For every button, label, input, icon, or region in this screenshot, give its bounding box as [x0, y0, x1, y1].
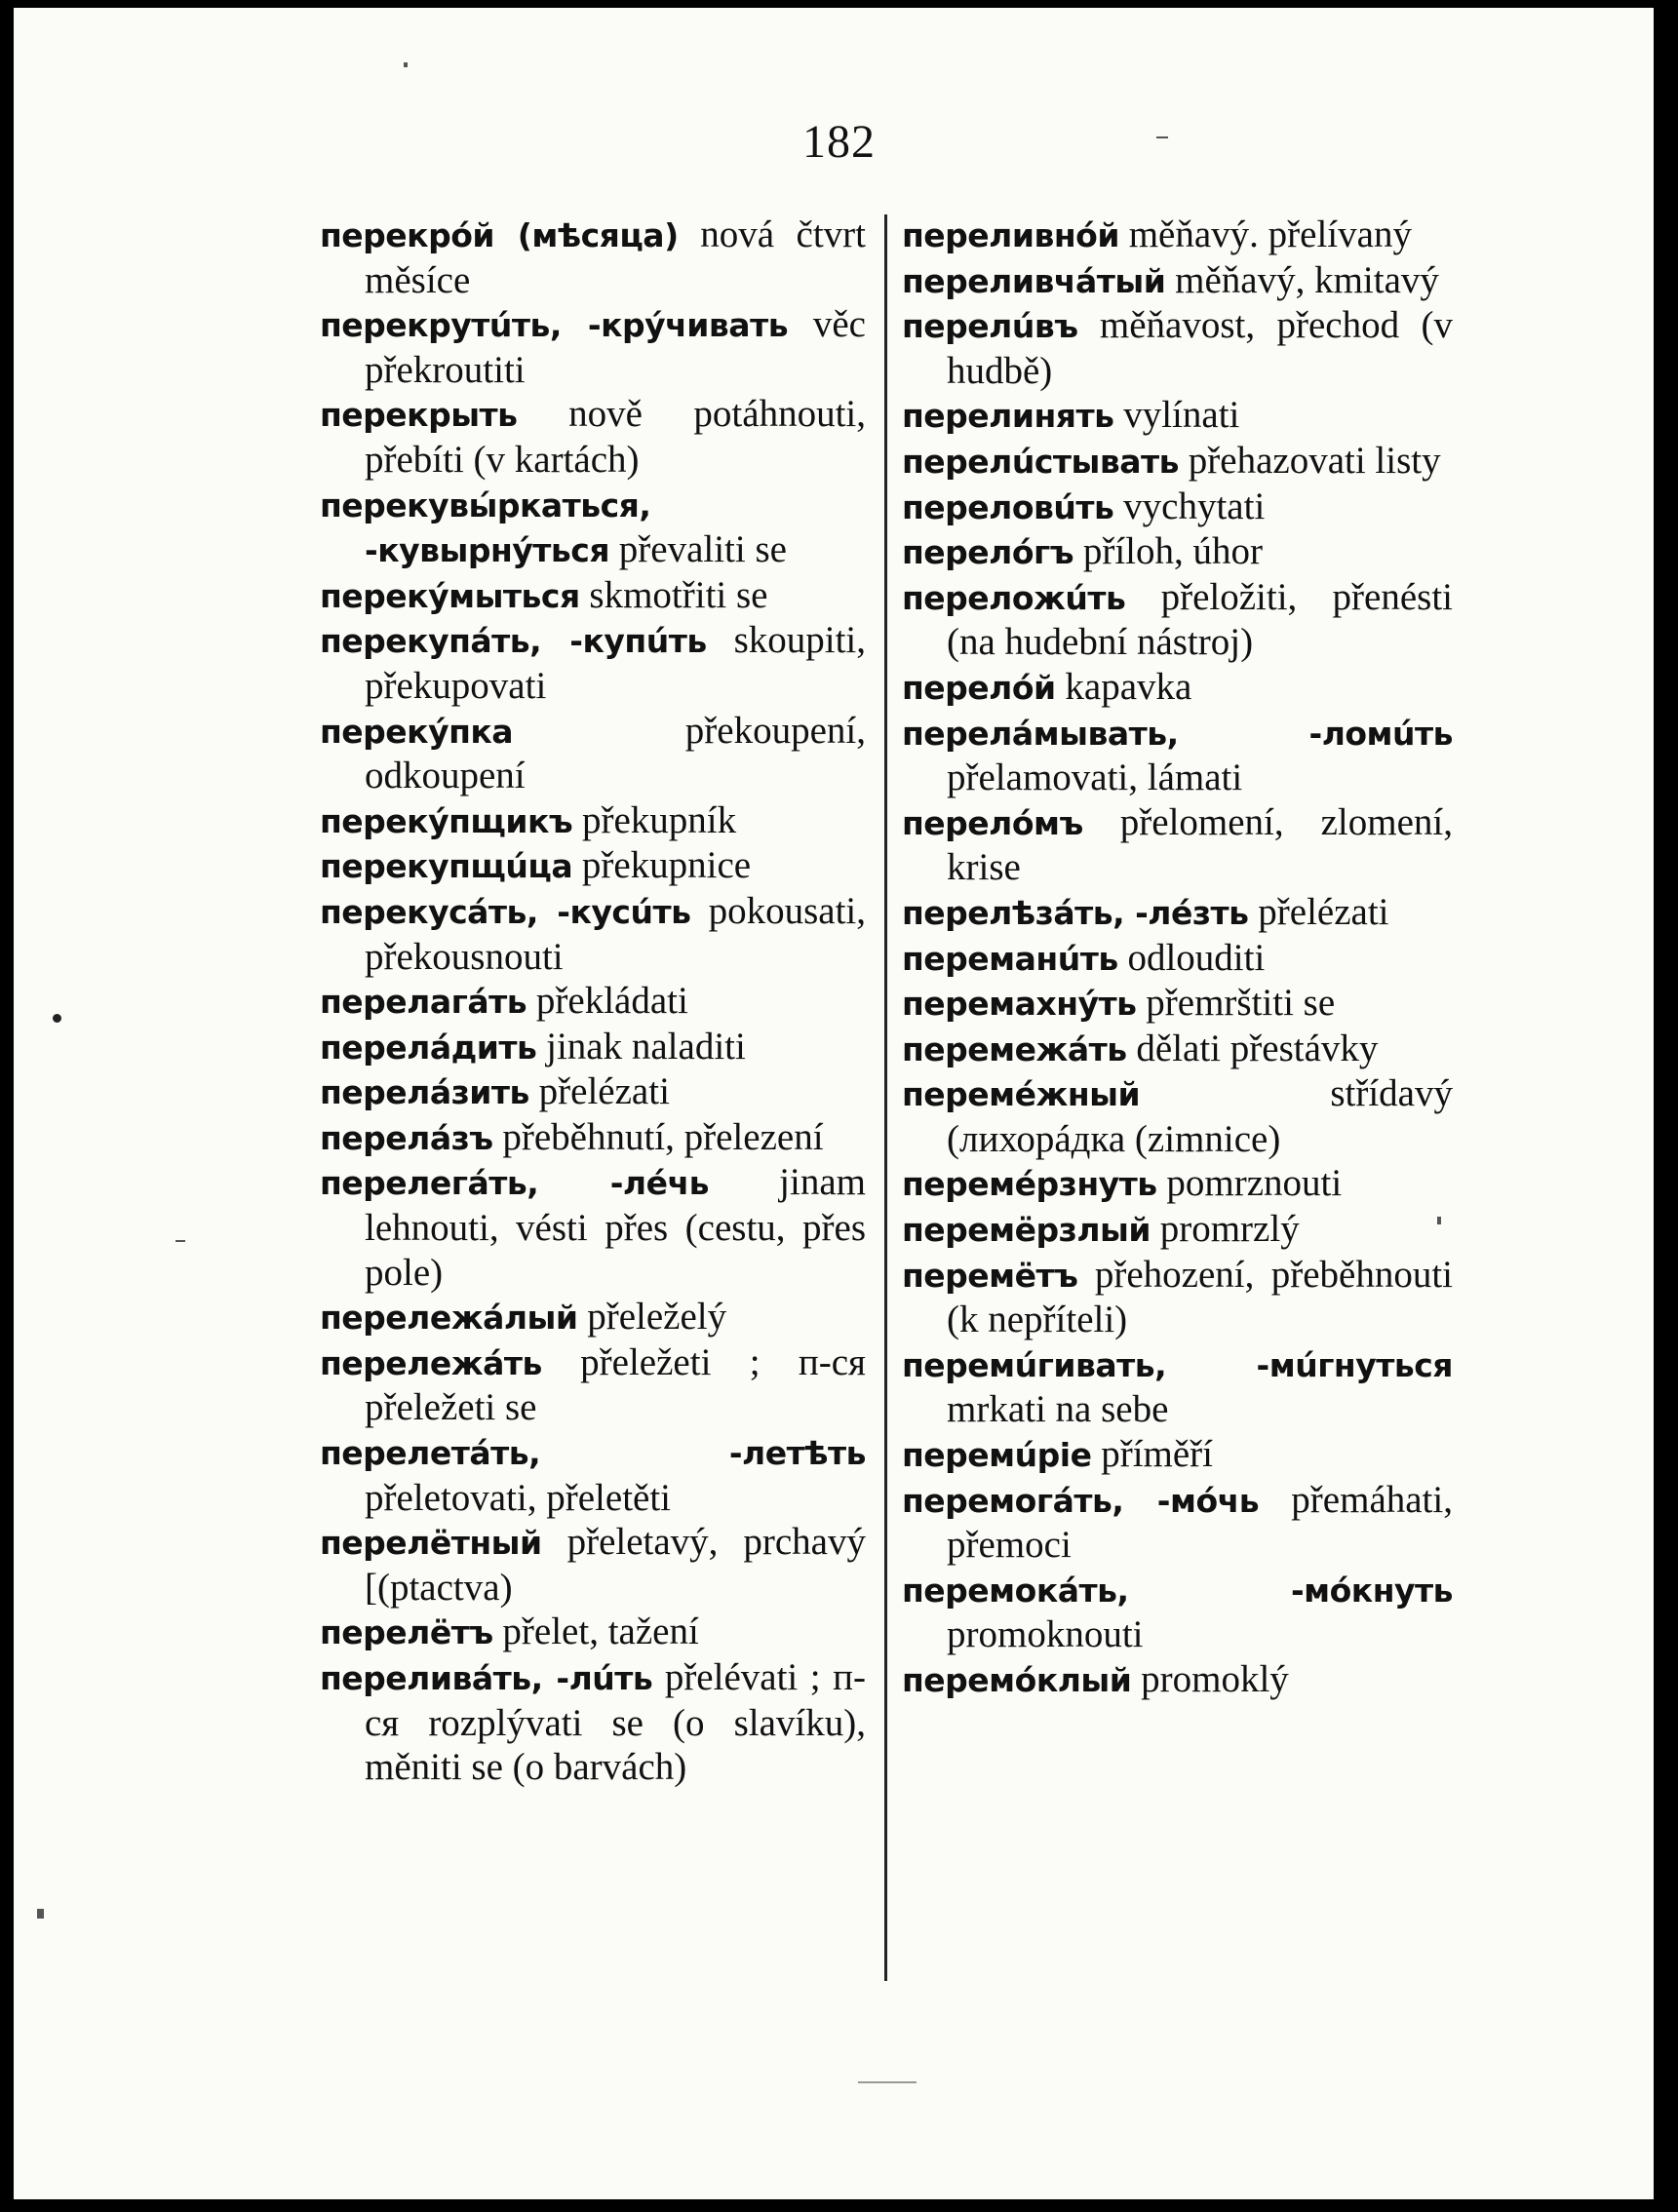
- dictionary-entry: [320, 843, 866, 889]
- entry-headword: перекýпка: [320, 712, 514, 751]
- dictionary-entry: [902, 1207, 1453, 1253]
- entry-gloss: vychytati: [1113, 485, 1266, 527]
- entry-headword: перемúгивать, -мúгнуться: [902, 1345, 1453, 1384]
- dictionary-entry: [320, 1655, 866, 1790]
- dictionary-entry: [320, 1430, 866, 1520]
- dictionary-entry: [902, 1253, 1453, 1342]
- dictionary-entry: [902, 936, 1453, 982]
- dictionary-entry: [320, 1610, 866, 1655]
- entry-gloss: přeletovati, přeletěti: [365, 1476, 672, 1519]
- entry-headword: перемахнýть: [902, 985, 1137, 1024]
- dictionary-entry: [902, 303, 1453, 393]
- dictionary-entry: [320, 1340, 866, 1430]
- scan-speck: [1437, 1217, 1441, 1224]
- entry-gloss: odlouditi: [1117, 936, 1266, 979]
- entry-headword: перелетáть, -летѣть: [320, 1434, 866, 1473]
- dictionary-entry: [320, 1520, 866, 1610]
- entry-gloss: převaliti se: [609, 528, 787, 571]
- entry-gloss: promoknouti: [947, 1613, 1144, 1656]
- entry-headword: перелегáть, -лéчь: [320, 1164, 709, 1203]
- entry-headword: перемóклый: [902, 1661, 1132, 1699]
- entry-headword: перемúріе: [902, 1436, 1092, 1475]
- scan-speck: [1156, 136, 1168, 138]
- entry-headword: перекупáть, -купúть: [320, 622, 707, 661]
- entry-headword: переманúть: [902, 939, 1118, 978]
- entry-gloss: přelet, tažení: [492, 1610, 699, 1653]
- entry-headword: перемогáть, -мóчь: [902, 1481, 1260, 1520]
- scan-speck: [37, 1909, 44, 1919]
- scan-speck: [53, 1014, 61, 1023]
- entry-headword: перекупщúца: [320, 847, 573, 886]
- entry-gloss: skmotřiti se: [579, 573, 768, 616]
- entry-gloss: překupník: [572, 798, 737, 841]
- entry-gloss: přelévati ; п-ся rozplývati se (o slavíku), měniti se (o barvách): [365, 1656, 866, 1789]
- entry-headword: перемёрзлый: [902, 1211, 1151, 1250]
- entry-headword: переливáть, -лúть: [320, 1659, 653, 1697]
- scan-speck: [404, 62, 408, 67]
- dictionary-entry: [320, 573, 866, 619]
- entry-gloss: nová čtvrt měsíce: [365, 213, 867, 301]
- dictionary-entry: [902, 1478, 1453, 1568]
- page-number: 182: [802, 116, 876, 168]
- entry-gloss: jinam lehnouti, vésti přes (cestu, přes pole): [365, 1161, 866, 1294]
- dictionary-entry: [902, 711, 1453, 800]
- entry-gloss: jinak naladiti: [536, 1025, 746, 1067]
- entry-headword: перелóгъ: [902, 533, 1074, 572]
- dictionary-entry: [902, 213, 1453, 258]
- entry-headword: перекувы́ркаться, -кувырнýться: [320, 485, 651, 570]
- entry-gloss: přelomení, zlomení, krise: [947, 800, 1453, 889]
- entry-gloss: dělati přestávky: [1126, 1027, 1379, 1069]
- entry-gloss: přehození, přeběhnouti (k nepříteli): [947, 1253, 1453, 1341]
- entry-headword: переложúть: [902, 578, 1126, 617]
- entry-gloss: přeletavý, prchavý [(ptactva): [365, 1521, 866, 1609]
- entry-headword: перемётъ: [902, 1256, 1078, 1295]
- entry-headword: перемéжный: [902, 1075, 1141, 1114]
- entry-headword: переливчáтый: [902, 261, 1166, 300]
- entry-headword: перелётъ: [320, 1613, 493, 1652]
- entry-gloss: přehazovati listy: [1179, 439, 1441, 482]
- column-divider: [884, 214, 887, 1981]
- dictionary-entry: [320, 483, 866, 573]
- entry-gloss: přemrštiti se: [1136, 982, 1336, 1025]
- entry-gloss: přeložiti, přenésti (na hudební nástroj): [947, 575, 1453, 664]
- dictionary-entry: [902, 1432, 1453, 1478]
- entry-gloss: překládati: [527, 980, 688, 1023]
- entry-gloss: překoupení, odkoupení: [365, 709, 866, 797]
- entry-gloss: příměří: [1091, 1433, 1214, 1476]
- entry-headword: переловúть: [902, 487, 1114, 526]
- dictionary-entry: [902, 1161, 1453, 1207]
- dictionary-entry: [902, 439, 1453, 485]
- entry-headword: перекýмыться: [320, 576, 580, 615]
- entry-gloss: příloh, úhor: [1073, 530, 1263, 573]
- entry-headword: перекрыть: [320, 396, 518, 435]
- entry-headword: перемокáть, -мóкнуть: [902, 1571, 1453, 1610]
- dictionary-entry: [902, 981, 1453, 1027]
- entry-gloss: přeleželý: [577, 1296, 727, 1339]
- dictionary-entry: [320, 1069, 866, 1115]
- entry-headword: перекусáть, -кусúть: [320, 892, 691, 931]
- dictionary-entry: [902, 890, 1453, 936]
- entry-gloss: nově potáhnouti, přebíti (v kartách): [365, 393, 866, 481]
- dictionary-entry: [902, 1657, 1453, 1703]
- entry-gloss: přelézati: [528, 1070, 670, 1113]
- dictionary-entry: [320, 889, 866, 979]
- entry-headword: перелúвъ: [902, 307, 1078, 346]
- dictionary-entry: [902, 485, 1453, 530]
- entry-gloss: přeležeti ; п-ся přeležeti se: [365, 1340, 866, 1429]
- entry-headword: переливнóй: [902, 216, 1119, 254]
- entry-headword: перелáмывать, -ломúть: [902, 714, 1453, 753]
- entry-gloss: přeběhnutí, přelezení: [492, 1115, 824, 1158]
- entry-gloss: promoklý: [1131, 1658, 1289, 1700]
- entry-headword: перелагáть: [320, 983, 527, 1022]
- dictionary-entry: [320, 1025, 866, 1070]
- entry-headword: перелáзъ: [320, 1118, 493, 1157]
- entry-headword: перелинять: [902, 397, 1114, 436]
- entry-gloss: měňavost, přechod (v hudbě): [947, 304, 1453, 392]
- entry-headword: перелáзить: [320, 1073, 529, 1112]
- entry-gloss: měňavý, kmitavý: [1165, 258, 1439, 301]
- dictionary-entry: [320, 798, 866, 844]
- dictionary-entry: [320, 1115, 866, 1161]
- entry-gloss: přelézati: [1248, 890, 1389, 933]
- dictionary-entry: [320, 979, 866, 1025]
- dictionary-entry: [902, 1071, 1453, 1161]
- dictionary-entry: [902, 665, 1453, 711]
- dictionary-entry: [320, 392, 866, 482]
- entry-headword: перекýпщикъ: [320, 801, 573, 840]
- entry-headword: перелóмъ: [902, 803, 1083, 842]
- entry-gloss: přemáhati, přemoci: [947, 1478, 1453, 1567]
- dictionary-entry: [902, 575, 1453, 665]
- dictionary-entry: [320, 709, 866, 798]
- entry-gloss: pomrznouti: [1156, 1162, 1343, 1205]
- entry-headword: перелётный: [320, 1524, 542, 1563]
- dictionary-entry: [902, 800, 1453, 890]
- dictionary-entry: [902, 393, 1453, 439]
- entry-gloss: kapavka: [1055, 665, 1192, 708]
- entry-headword: перелѣзáть, -лéзть: [902, 893, 1249, 932]
- left-column: [320, 213, 866, 1790]
- entry-gloss: skoupiti, překupovati: [365, 619, 867, 707]
- entry-headword: перележáть: [320, 1343, 542, 1382]
- dictionary-entry: [320, 302, 866, 392]
- entry-headword: перекрóй (мѣсяца): [320, 216, 679, 254]
- entry-gloss: promrzlý: [1150, 1208, 1300, 1251]
- right-column: [902, 213, 1453, 1703]
- dictionary-entry: [320, 1295, 866, 1340]
- entry-gloss: vylínati: [1113, 394, 1240, 437]
- entry-gloss: věc překroutiti: [365, 303, 866, 391]
- entry-gloss: střídavý (лихорáдка (zimnice): [947, 1072, 1453, 1160]
- dictionary-entry: [320, 618, 866, 708]
- entry-headword: перемéрзнуть: [902, 1165, 1157, 1204]
- entry-gloss: přelamovati, lámati: [947, 757, 1243, 799]
- scan-speck: [176, 1240, 185, 1242]
- dictionary-entry: [902, 1568, 1453, 1657]
- dictionary-entry: [902, 258, 1453, 304]
- entry-headword: перекрутúть, -крýчивать: [320, 306, 789, 345]
- entry-gloss: mrkati na sebe: [947, 1388, 1169, 1431]
- dictionary-entry: [902, 1342, 1453, 1432]
- entry-headword: перележáлый: [320, 1299, 578, 1338]
- dictionary-entry: [902, 529, 1453, 575]
- entry-gloss: překupnice: [572, 844, 752, 887]
- entry-headword: перелáдить: [320, 1028, 537, 1067]
- entry-headword: перелóй: [902, 668, 1056, 707]
- entry-headword: перемежáть: [902, 1029, 1127, 1068]
- entry-headword: перелúстывать: [902, 442, 1180, 481]
- scan-speck: [858, 2081, 917, 2083]
- dictionary-entry: [902, 1027, 1453, 1072]
- dictionary-entry: [320, 213, 866, 302]
- entry-gloss: pokousati, překousnouti: [365, 889, 866, 978]
- entry-gloss: měňavý. přelívaný: [1118, 213, 1412, 255]
- dictionary-entry: [320, 1160, 866, 1295]
